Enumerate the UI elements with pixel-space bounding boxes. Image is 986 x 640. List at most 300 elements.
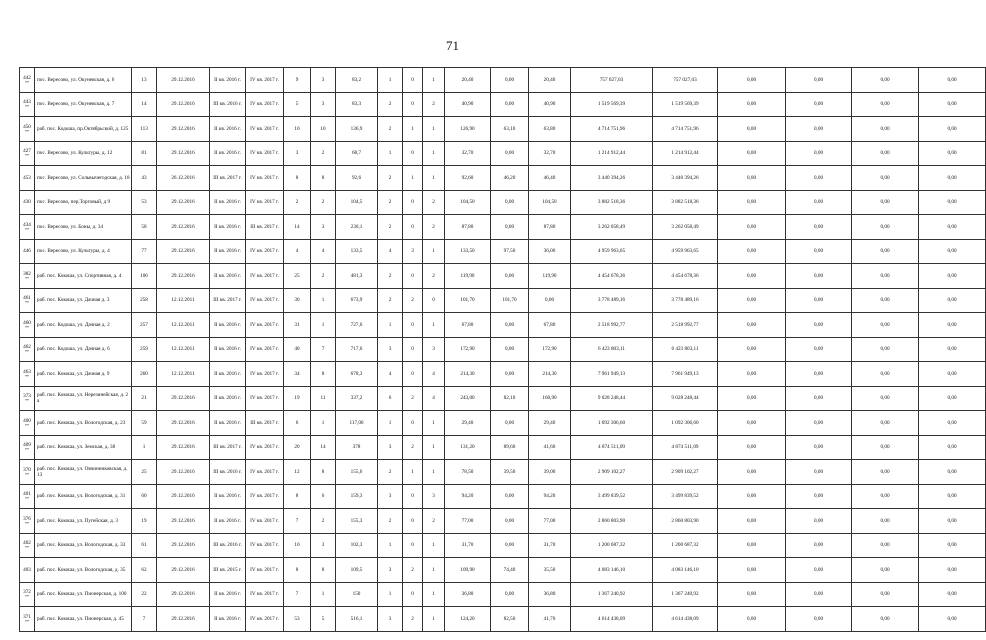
count-cell: 2 xyxy=(311,264,336,289)
count-cell: 2 xyxy=(403,607,423,632)
count-cell: 19 xyxy=(284,386,311,411)
number-cell: 22 xyxy=(132,582,157,607)
sum-cell: 4 083 146,10 xyxy=(653,558,718,583)
value-cell: 0,00 xyxy=(919,92,986,117)
value-cell: 0,00 xyxy=(718,411,786,436)
value-cell: 104,50 xyxy=(445,190,491,215)
value-cell: 0,00 xyxy=(919,264,986,289)
period-start-cell: II кв. 2016 г. xyxy=(210,117,246,142)
row-id: 461 xyxy=(23,295,31,302)
period-start-cell: II кв. 2016 г. xyxy=(210,582,246,607)
value-cell: 0,00 xyxy=(491,411,529,436)
value-cell: 82,50 xyxy=(491,607,529,632)
number-cell: 21 xyxy=(132,386,157,411)
value-cell: 0,00 xyxy=(786,533,852,558)
value-cell: 0,00 xyxy=(718,92,786,117)
count-cell: 0 xyxy=(403,92,423,117)
value-cell: 0,00 xyxy=(919,509,986,534)
date-cell: 29.12.2016 xyxy=(157,141,210,166)
value-cell: 101,70 xyxy=(445,288,491,313)
count-cell: 4 xyxy=(378,239,403,264)
sum-cell: 1 200 687,32 xyxy=(653,533,718,558)
count-cell: 0 xyxy=(403,484,423,509)
sum-cell: 6 423 803,11 xyxy=(571,337,653,362)
value-cell: 82,10 xyxy=(491,386,529,411)
value-cell: 0,00 xyxy=(491,264,529,289)
sum-cell: 1 519 569,39 xyxy=(653,92,718,117)
id-cell xyxy=(20,509,35,534)
count-cell: 2 xyxy=(423,92,445,117)
value-cell: 133,50 xyxy=(445,239,491,264)
sum-cell: 757 027,03 xyxy=(653,68,718,93)
value-cell: 172,90 xyxy=(445,337,491,362)
count-cell: 2 xyxy=(378,509,403,534)
value-cell: 0,00 xyxy=(718,190,786,215)
count-cell: 8 xyxy=(311,362,336,387)
count-cell: 4 xyxy=(378,362,403,387)
table-row xyxy=(20,337,986,362)
value-cell: 0,00 xyxy=(786,411,852,436)
period-end-cell: IV кв. 2017 г. xyxy=(246,141,284,166)
sum-cell: 3 882 518,36 xyxy=(571,190,653,215)
value-cell: 0,00 xyxy=(718,68,786,93)
area-cell: 155,6 xyxy=(336,460,378,485)
count-cell: 1 xyxy=(378,68,403,93)
period-end-cell: IV кв. 2017 г. xyxy=(246,313,284,338)
table-row xyxy=(20,215,986,240)
value-cell: 0,00 xyxy=(718,558,786,583)
row-id-mark: ** xyxy=(25,104,29,110)
count-cell: 1 xyxy=(423,533,445,558)
area-cell: 102,3 xyxy=(336,533,378,558)
count-cell: 20 xyxy=(284,435,311,460)
period-start-cell: III кв. 2015 г. xyxy=(210,558,246,583)
area-cell: 155,3 xyxy=(336,509,378,534)
value-cell: 94,20 xyxy=(445,484,491,509)
id-cell xyxy=(20,264,35,289)
value-cell: 0,00 xyxy=(786,484,852,509)
date-cell: 29.12.2016 xyxy=(157,117,210,142)
id-cell xyxy=(20,141,35,166)
value-cell: 0,00 xyxy=(718,239,786,264)
value-cell: 0,00 xyxy=(852,484,919,509)
sum-cell: 7 961 949,13 xyxy=(571,362,653,387)
row-id: 370 xyxy=(23,466,31,473)
value-cell: 119,90 xyxy=(529,264,571,289)
sum-cell: 4 614 438,09 xyxy=(653,607,718,632)
period-end-cell: III кв. 2017 г. xyxy=(246,215,284,240)
date-cell: 29.12.2016 xyxy=(157,239,210,264)
value-cell: 94,20 xyxy=(529,484,571,509)
row-id-mark: ** xyxy=(25,594,29,600)
period-end-cell: IV кв. 2017 г. xyxy=(246,190,284,215)
value-cell: 214,30 xyxy=(529,362,571,387)
count-cell: 1 xyxy=(423,411,445,436)
value-cell: 0,00 xyxy=(852,386,919,411)
value-cell: 0,00 xyxy=(852,607,919,632)
id-cell xyxy=(20,288,35,313)
value-cell: 0,00 xyxy=(919,582,986,607)
area-cell: 159,3 xyxy=(336,484,378,509)
value-cell: 0,00 xyxy=(786,264,852,289)
number-cell: 81 xyxy=(132,141,157,166)
count-cell: 7 xyxy=(284,509,311,534)
address-cell: раб. пос. Кокоша, ул. Нерезинейская, д. 2 а xyxy=(35,386,132,411)
period-start-cell: II кв. 2016 г. xyxy=(210,509,246,534)
address-cell: раб. пос. Кокоша, ул. Вологодская, д. 35 xyxy=(35,558,132,583)
address-cell: пос. Вересово, пер.Торговый, д 9 xyxy=(35,190,132,215)
count-cell: 6 xyxy=(378,386,403,411)
value-cell: 0,00 xyxy=(718,582,786,607)
row-id-mark: ** xyxy=(25,275,29,281)
value-cell: 77,00 xyxy=(445,509,491,534)
table-row xyxy=(20,239,986,264)
row-id: 382 xyxy=(23,270,31,277)
date-cell: 29.12.2016 xyxy=(157,582,210,607)
value-cell: 0,00 xyxy=(919,607,986,632)
count-cell: 0 xyxy=(403,141,423,166)
count-cell: 4 xyxy=(284,239,311,264)
value-cell: 0,00 xyxy=(919,239,986,264)
id-cell xyxy=(20,190,35,215)
date-cell: 29.12.2016 xyxy=(157,509,210,534)
value-cell: 0,00 xyxy=(786,288,852,313)
sum-cell: 6 423 803,11 xyxy=(653,337,718,362)
row-id: 401 xyxy=(23,491,31,498)
row-id-mark: ** xyxy=(25,349,29,355)
row-id: 409 xyxy=(23,442,31,449)
value-cell: 0,00 xyxy=(919,117,986,142)
date-cell: 29.12.2016 xyxy=(157,533,210,558)
value-cell: 31,70 xyxy=(445,533,491,558)
value-cell: 63,80 xyxy=(529,117,571,142)
value-cell: 0,00 xyxy=(919,484,986,509)
count-cell: 4 xyxy=(311,239,336,264)
count-cell: 2 xyxy=(423,215,445,240)
number-cell: 43 xyxy=(132,166,157,191)
id-cell xyxy=(20,313,35,338)
row-id-mark: ** xyxy=(25,398,29,404)
sum-cell: 4 614 438,09 xyxy=(571,607,653,632)
count-cell: 1 xyxy=(378,411,403,436)
sum-cell: 3 499 839,52 xyxy=(571,484,653,509)
value-cell: 0,00 xyxy=(852,288,919,313)
area-cell: 109,5 xyxy=(336,558,378,583)
period-end-cell: IV кв. 2017 г. xyxy=(246,288,284,313)
value-cell: 0,00 xyxy=(718,117,786,142)
row-id: 443 xyxy=(23,99,31,106)
count-cell: 30 xyxy=(284,288,311,313)
value-cell: 172,90 xyxy=(529,337,571,362)
area-cell: 136,9 xyxy=(336,117,378,142)
value-cell: 0,00 xyxy=(919,435,986,460)
row-id-mark: ** xyxy=(25,618,29,624)
row-id: 372 xyxy=(23,589,31,596)
address-cell: раб. пос. Кодоша, ул. Дачная д. 2 xyxy=(35,313,132,338)
count-cell: 2 xyxy=(284,190,311,215)
count-cell: 12 xyxy=(284,460,311,485)
area-cell: 83,3 xyxy=(336,92,378,117)
value-cell: 0,00 xyxy=(852,68,919,93)
id-cell xyxy=(20,68,35,93)
count-cell: 2 xyxy=(403,558,423,583)
value-cell: 36,80 xyxy=(445,582,491,607)
number-cell: 7 xyxy=(132,607,157,632)
row-id: 453 xyxy=(23,174,31,181)
value-cell: 0,00 xyxy=(919,166,986,191)
value-cell: 0,00 xyxy=(718,386,786,411)
row-id-mark: ** xyxy=(25,128,29,134)
id-cell xyxy=(20,582,35,607)
count-cell: 1 xyxy=(378,313,403,338)
number-cell: 19 xyxy=(132,509,157,534)
value-cell: 0,00 xyxy=(491,582,529,607)
row-id: 450 xyxy=(23,123,31,130)
period-end-cell: IV кв. 2017 г. xyxy=(246,435,284,460)
address-cell: раб. пос. Кокоша, ул. Вологодская, д. 31 xyxy=(35,484,132,509)
count-cell: 8 xyxy=(311,166,336,191)
count-cell: 2 xyxy=(423,509,445,534)
value-cell: 0,00 xyxy=(852,509,919,534)
sum-cell: 1 519 569,39 xyxy=(571,92,653,117)
value-cell: 46,20 xyxy=(491,166,529,191)
value-cell: 0,00 xyxy=(919,386,986,411)
value-cell: 0,00 xyxy=(786,166,852,191)
count-cell: 2 xyxy=(378,264,403,289)
sum-cell: 4 959 963,65 xyxy=(653,239,718,264)
table-row xyxy=(20,166,986,191)
id-cell xyxy=(20,166,35,191)
count-cell: 1 xyxy=(423,607,445,632)
date-cell: 29.12.2016 xyxy=(157,68,210,93)
date-cell: 29.12.2016 xyxy=(157,215,210,240)
table-row xyxy=(20,190,986,215)
row-id-mark: ** xyxy=(25,496,29,502)
value-cell: 0,00 xyxy=(786,337,852,362)
value-cell: 0,00 xyxy=(919,141,986,166)
count-cell: 53 xyxy=(284,607,311,632)
address-cell: раб. пос. Кокоша, ул. Земская, д. 38 xyxy=(35,435,132,460)
count-cell: 3 xyxy=(311,92,336,117)
count-cell: 0 xyxy=(403,362,423,387)
value-cell: 29,40 xyxy=(529,411,571,436)
value-cell: 0,00 xyxy=(786,460,852,485)
period-end-cell: IV кв. 2017 г. xyxy=(246,92,284,117)
count-cell: 0 xyxy=(423,288,445,313)
count-cell: 6 xyxy=(284,411,311,436)
value-cell: 0,00 xyxy=(919,460,986,485)
value-cell: 0,00 xyxy=(786,607,852,632)
value-cell: 104,50 xyxy=(529,190,571,215)
count-cell: 3 xyxy=(378,435,403,460)
address-cell: раб. пос. Кодоша, пр.Октябрьский, д. 125 xyxy=(35,117,132,142)
sum-cell: 4 083 146,10 xyxy=(571,558,653,583)
address-cell: раб. пос. Кокоша, ул. Пионерская, д. 45 xyxy=(35,607,132,632)
count-cell: 1 xyxy=(423,239,445,264)
table-row xyxy=(20,362,986,387)
sum-cell: 2 860 803,90 xyxy=(571,509,653,534)
value-cell: 87,80 xyxy=(445,215,491,240)
count-cell: 2 xyxy=(423,264,445,289)
sum-cell: 1 214 912,44 xyxy=(653,141,718,166)
number-cell: 53 xyxy=(132,190,157,215)
address-cell: пос. Вересово, ул. Культуры, д. 4 xyxy=(35,239,132,264)
count-cell: 2 xyxy=(403,386,423,411)
period-end-cell: IV кв. 2017 г. xyxy=(246,509,284,534)
count-cell: 8 xyxy=(311,558,336,583)
id-cell xyxy=(20,435,35,460)
count-cell: 1 xyxy=(311,288,336,313)
count-cell: 3 xyxy=(423,484,445,509)
number-cell: 13 xyxy=(132,68,157,93)
count-cell: 6 xyxy=(311,484,336,509)
sum-cell: 4 714 751,96 xyxy=(653,117,718,142)
count-cell: 2 xyxy=(378,92,403,117)
period-end-cell: IV кв. 2017 г. xyxy=(246,533,284,558)
number-cell: 106 xyxy=(132,264,157,289)
period-end-cell: IV кв. 2017 г. xyxy=(246,484,284,509)
number-cell: 25 xyxy=(132,460,157,485)
id-cell xyxy=(20,411,35,436)
count-cell: 2 xyxy=(311,190,336,215)
value-cell: 0,00 xyxy=(852,141,919,166)
row-id-mark: ** xyxy=(25,520,29,526)
count-cell: 0 xyxy=(403,582,423,607)
address-cell: раб. пос. Кокоша, ул. Вологодская, д. 33 xyxy=(35,533,132,558)
value-cell: 0,00 xyxy=(718,141,786,166)
sum-cell: 1 367 240,92 xyxy=(571,582,653,607)
value-cell: 0,00 xyxy=(919,411,986,436)
count-cell: 1 xyxy=(423,68,445,93)
value-cell: 35,50 xyxy=(529,558,571,583)
count-cell: 0 xyxy=(403,533,423,558)
count-cell: 1 xyxy=(423,558,445,583)
row-id-mark: ** xyxy=(25,79,29,85)
value-cell: 20,40 xyxy=(529,68,571,93)
value-cell: 0,00 xyxy=(786,239,852,264)
value-cell: 0,00 xyxy=(491,484,529,509)
period-start-cell: III кв. 2016 г. xyxy=(210,460,246,485)
period-start-cell: II кв. 2016 г. xyxy=(210,484,246,509)
id-cell xyxy=(20,337,35,362)
value-cell: 0,00 xyxy=(718,435,786,460)
date-cell: 29.12.2016 xyxy=(157,190,210,215)
sum-cell: 4 454 678,36 xyxy=(653,264,718,289)
count-cell: 1 xyxy=(378,533,403,558)
value-cell: 124,20 xyxy=(445,607,491,632)
count-cell: 0 xyxy=(403,509,423,534)
sum-cell: 4 874 511,09 xyxy=(653,435,718,460)
period-start-cell: III кв. 2017 г. xyxy=(210,288,246,313)
sum-cell: 7 961 949,13 xyxy=(653,362,718,387)
value-cell: 0,00 xyxy=(852,264,919,289)
count-cell: 10 xyxy=(284,117,311,142)
value-cell: 243,00 xyxy=(445,386,491,411)
row-id: 400 xyxy=(23,417,31,424)
count-cell: 1 xyxy=(423,141,445,166)
sum-cell: 2 518 992,77 xyxy=(653,313,718,338)
date-cell: 29.12.2016 xyxy=(157,264,210,289)
row-id: 430 xyxy=(23,199,31,206)
period-end-cell: IV кв. 2017 г. xyxy=(246,607,284,632)
table-row xyxy=(20,141,986,166)
table-row xyxy=(20,558,986,583)
number-cell: 257 xyxy=(132,313,157,338)
value-cell: 0,00 xyxy=(718,264,786,289)
value-cell: 0,00 xyxy=(786,362,852,387)
value-cell: 0,00 xyxy=(491,68,529,93)
sum-cell: 3 262 058,49 xyxy=(653,215,718,240)
value-cell: 0,00 xyxy=(919,215,986,240)
id-cell xyxy=(20,92,35,117)
number-cell: 58 xyxy=(132,215,157,240)
area-cell: 104,5 xyxy=(336,190,378,215)
page-number: 71 xyxy=(446,38,459,53)
row-id-mark: ** xyxy=(25,153,29,159)
registry-table xyxy=(19,67,986,632)
value-cell: 0,00 xyxy=(852,166,919,191)
date-cell: 12.12.2011 xyxy=(157,288,210,313)
count-cell: 7 xyxy=(311,337,336,362)
row-id-mark: ** xyxy=(25,422,29,428)
value-cell: 67,80 xyxy=(445,313,491,338)
value-cell: 0,00 xyxy=(852,411,919,436)
value-cell: 126,90 xyxy=(445,117,491,142)
count-cell: 1 xyxy=(423,166,445,191)
table-row xyxy=(20,264,986,289)
table-row xyxy=(20,582,986,607)
value-cell: 77,00 xyxy=(529,509,571,534)
number-cell: 260 xyxy=(132,362,157,387)
row-id: 403 xyxy=(23,566,31,573)
period-end-cell: IV кв. 2017 г. xyxy=(246,582,284,607)
count-cell: 31 xyxy=(284,313,311,338)
period-end-cell: IV кв. 2017 г. xyxy=(246,362,284,387)
count-cell: 8 xyxy=(284,166,311,191)
value-cell: 0,00 xyxy=(852,362,919,387)
value-cell: 0,00 xyxy=(786,141,852,166)
value-cell: 89,60 xyxy=(491,435,529,460)
count-cell: 0 xyxy=(403,313,423,338)
value-cell: 87,80 xyxy=(529,215,571,240)
date-cell: 29.12.2016 xyxy=(157,484,210,509)
value-cell: 0,00 xyxy=(852,435,919,460)
value-cell: 0,00 xyxy=(529,288,571,313)
count-cell: 1 xyxy=(403,460,423,485)
period-start-cell: III кв. 2017 г. xyxy=(210,435,246,460)
count-cell: 8 xyxy=(284,484,311,509)
value-cell: 0,00 xyxy=(718,337,786,362)
address-cell: раб. пос. Кокоша, ул. Пугейская, д. 3 xyxy=(35,509,132,534)
date-cell: 29.12.2016 xyxy=(157,92,210,117)
count-cell: 3 xyxy=(403,239,423,264)
table-row xyxy=(20,386,986,411)
period-start-cell: II кв. 2016 г. xyxy=(210,215,246,240)
value-cell: 40,90 xyxy=(445,92,491,117)
count-cell: 0 xyxy=(403,190,423,215)
value-cell: 40,90 xyxy=(529,92,571,117)
row-id: 442 xyxy=(23,74,31,81)
area-cell: 117,00 xyxy=(336,411,378,436)
value-cell: 0,00 xyxy=(786,435,852,460)
value-cell: 0,00 xyxy=(491,313,529,338)
value-cell: 0,00 xyxy=(491,509,529,534)
count-cell: 25 xyxy=(284,264,311,289)
number-cell: 14 xyxy=(132,92,157,117)
period-end-cell: IV кв. 2017 г. xyxy=(246,239,284,264)
value-cell: 0,00 xyxy=(852,558,919,583)
value-cell: 0,00 xyxy=(491,215,529,240)
